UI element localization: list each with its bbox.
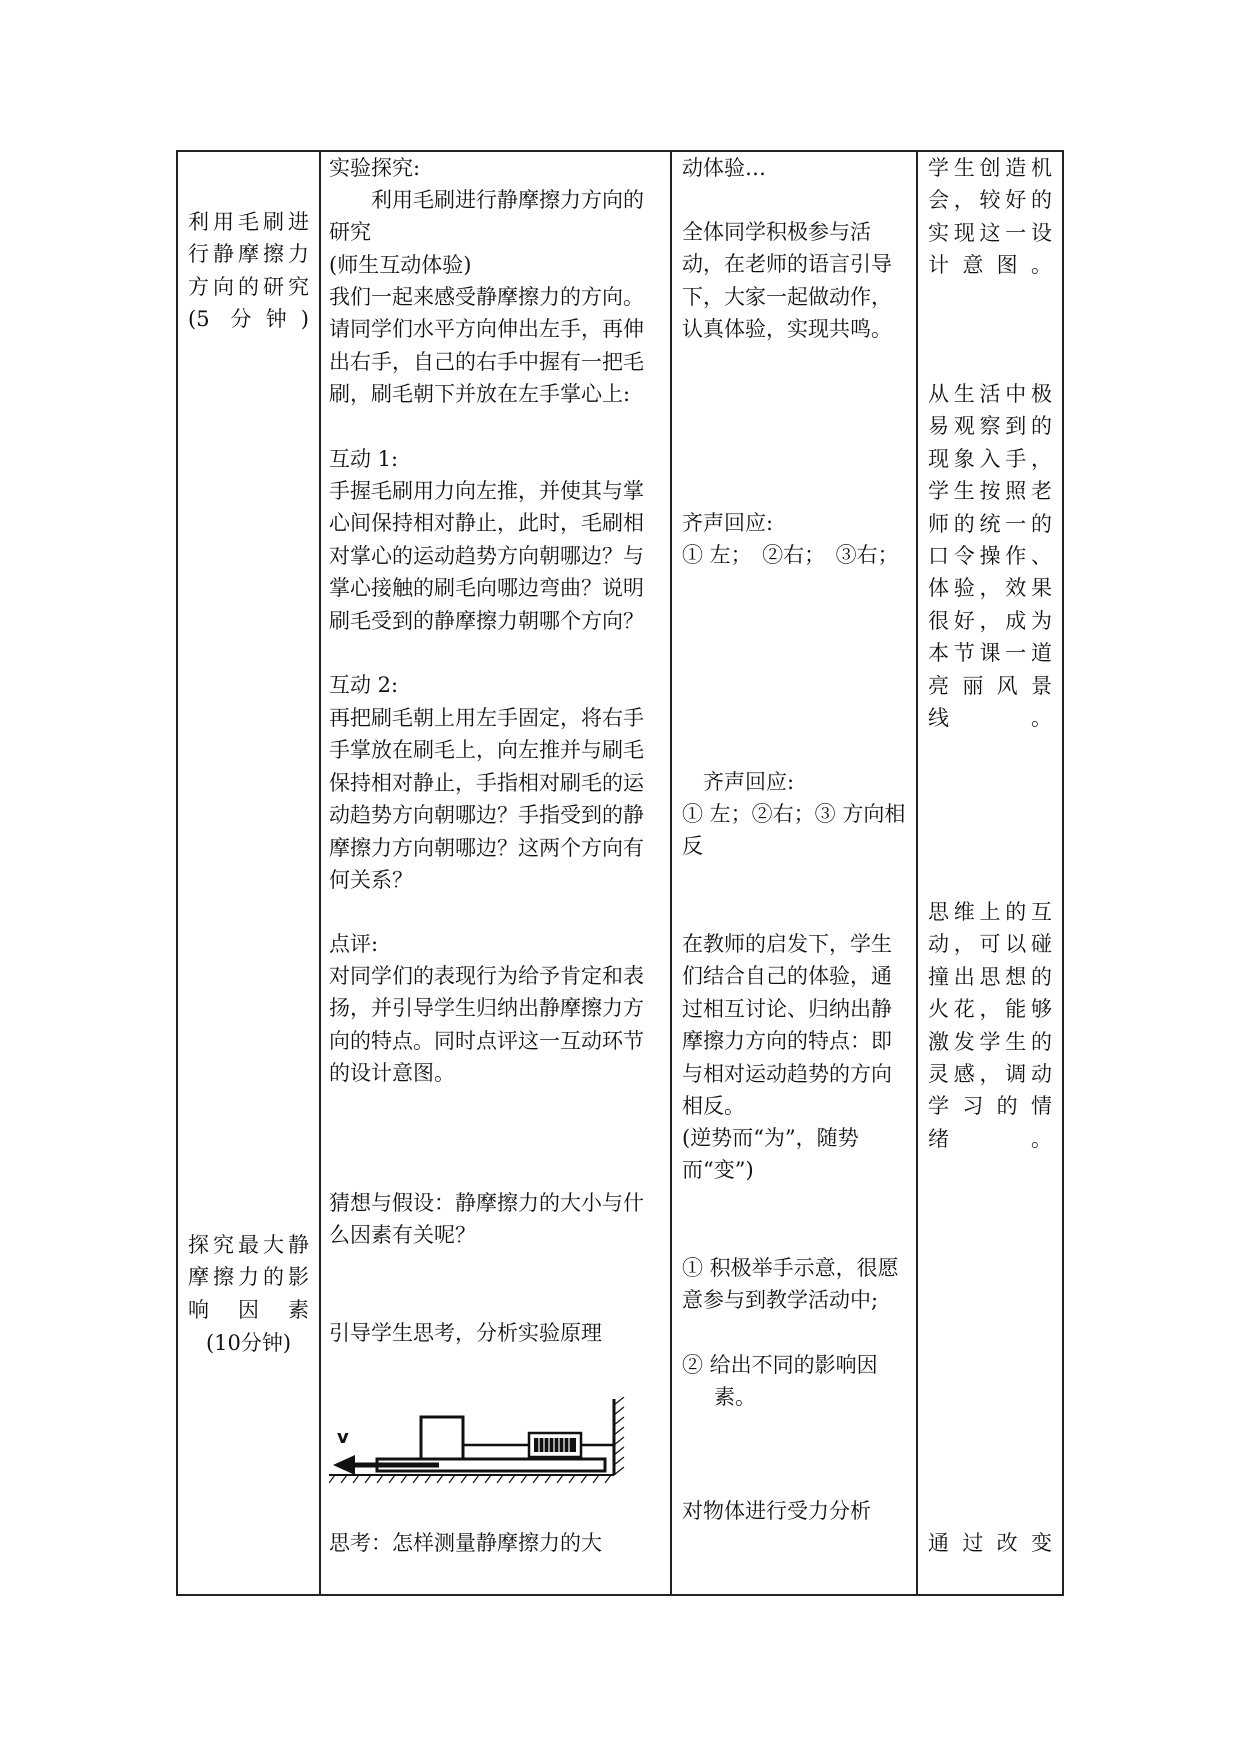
intent-4: 通过改变 bbox=[928, 1531, 1052, 1555]
response-1-label: 齐声回应: bbox=[682, 511, 774, 535]
intent-3: 思维上的互动，可以碰撞出思想的火花，能够激发学生的灵感，调动学习的情绪。 bbox=[928, 900, 1052, 1151]
friction-experiment-diagram bbox=[329, 1397, 629, 1487]
student-list-item-1: ① 积极举手示意，很愿意参与到教学活动中; bbox=[682, 1256, 899, 1313]
ground-hatch bbox=[329, 1475, 611, 1483]
student-summary-quote: (逆势而“为”，随势而“变”) bbox=[682, 1126, 859, 1183]
student-list-item-2: ② 给出不同的影响因素。 bbox=[682, 1353, 878, 1410]
hypothesis-text: 猜想与假设：静摩擦力的大小与什么因素有关呢？ bbox=[329, 1191, 644, 1248]
student-activity-column bbox=[671, 151, 917, 1595]
spring-coil bbox=[534, 1438, 576, 1452]
interaction-2-label: 互动 2: bbox=[329, 673, 399, 697]
table-row bbox=[177, 151, 1063, 1595]
teacher-activity-column bbox=[320, 151, 671, 1595]
experiment-title: 利用毛刷进行静摩擦力方向的研究 bbox=[329, 188, 644, 245]
experiment-heading: 实验探究: bbox=[329, 156, 421, 180]
response-1-text: ① 左； ②右； ③右； bbox=[682, 543, 899, 567]
intro-text: 我们一起来感受静摩擦力的方向。请同学们水平方向伸出左手，再伸出右手，自己的右手中握有一把毛刷，刷毛朝下并放在左手掌心上: bbox=[329, 285, 644, 407]
velocity-label: v bbox=[337, 1427, 349, 1448]
response-2-text: ① 左；②右；③ 方向相反 bbox=[682, 802, 906, 859]
lesson-plan-table bbox=[176, 150, 1064, 1596]
guide-text: 引导学生思考，分析实验原理 bbox=[329, 1321, 602, 1345]
design-intent-column bbox=[917, 151, 1063, 1595]
response-2-label: 齐声回应: bbox=[703, 770, 795, 794]
interaction-mode: (师生互动体验) bbox=[329, 253, 472, 277]
velocity-arrow-head bbox=[333, 1455, 355, 1475]
interaction-2-text: 再把刷毛朝上用左手固定，将右手手掌放在刷毛上，向左推并与刷毛保持相对静止，手指相对刷毛的运动趋势方向朝哪边？手指受到的静摩擦力方向朝哪边？这两个方向有何关系？ bbox=[329, 706, 644, 893]
interaction-1-label: 互动 1: bbox=[329, 447, 399, 471]
stage-2-time: (10分钟) bbox=[205, 1331, 292, 1355]
comment-label: 点评: bbox=[329, 932, 379, 956]
stage-2-label: 探究最大静摩擦力的影响因素 bbox=[188, 1233, 309, 1322]
stage-1-label: 利用毛刷进行静摩擦力方向的研究(5 分钟) bbox=[188, 210, 309, 332]
think-text: 思考：怎样测量静摩擦力的大 bbox=[329, 1531, 602, 1555]
stage-column bbox=[177, 151, 320, 1595]
interaction-1-text: 手握毛刷用力向左推，并使其与掌心间保持相对静止，此时，毛刷相对掌心的运动趋势方向朝哪边？与掌心接触的刷毛向哪边弯曲？说明刷毛受到的静摩擦力朝哪个方向？ bbox=[329, 479, 644, 633]
student-participation: 全体同学积极参与活动，在老师的语言引导下，大家一起做动作，认真体验，实现共鸣。 bbox=[682, 220, 892, 342]
force-analysis-text: 对物体进行受力分析 bbox=[682, 1499, 871, 1523]
intent-1: 学生创造机会，较好的实现这一设计意图。 bbox=[928, 156, 1052, 278]
comment-text: 对同学们的表现行为给予肯定和表扬，并引导学生归纳出静摩擦力方向的特点。同时点评这一互动环节的设计意图。 bbox=[329, 964, 644, 1086]
student-summary: 在教师的启发下，学生们结合自己的体验，通过相互讨论、归纳出静摩擦力方向的特点：即与相对运动趋势的方向相反。 bbox=[682, 932, 892, 1119]
block bbox=[421, 1417, 463, 1459]
spring-coil-marks bbox=[539, 1438, 569, 1452]
student-top-text: 动体验… bbox=[682, 156, 766, 180]
intent-2: 从生活中极易观察到的现象入手，学生按照老师的统一的口令操作、体验，效果很好，成为本节课一道亮丽风景线。 bbox=[928, 382, 1052, 731]
